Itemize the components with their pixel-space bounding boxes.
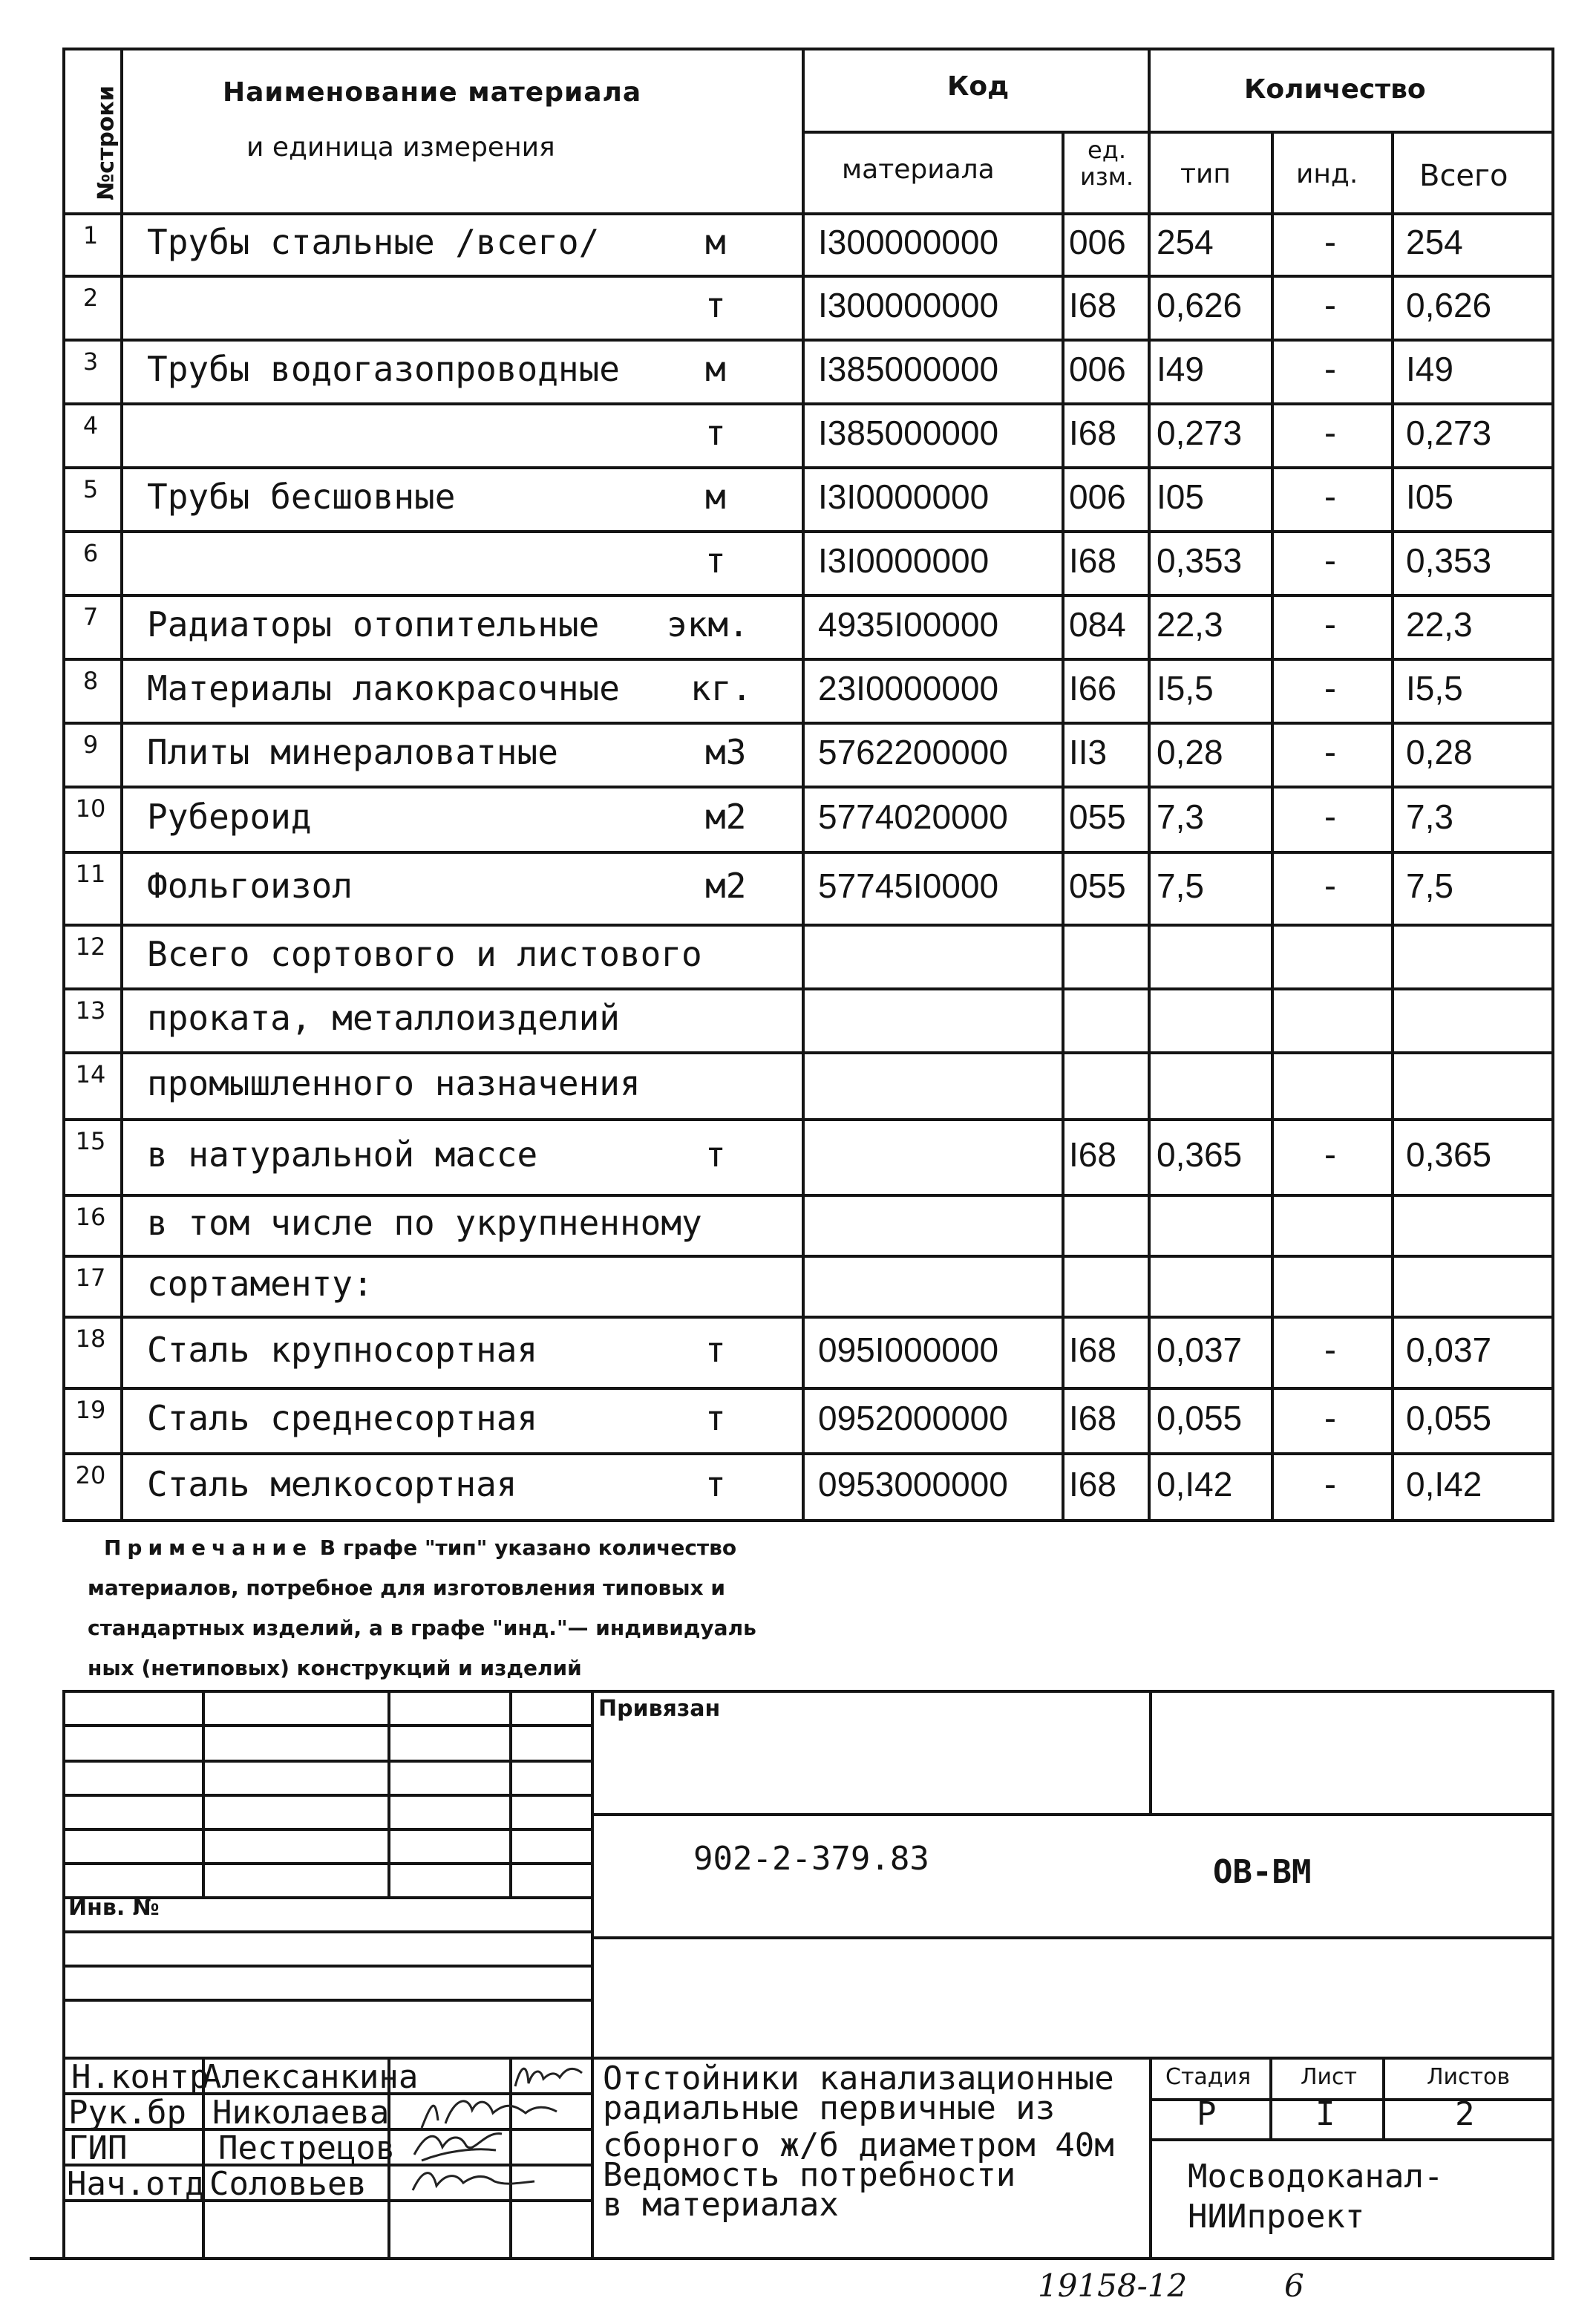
signature-nach-otd: [407, 2161, 540, 2201]
quantity-type: 22,3: [1157, 605, 1223, 644]
row-number: 1: [82, 221, 99, 249]
material-code: I385000000: [818, 414, 999, 452]
material-code: I3I0000000: [818, 541, 990, 580]
quantity-header: Количество: [1244, 74, 1426, 105]
row-number: 12: [75, 933, 106, 961]
quantity-ind: -: [1320, 1134, 1341, 1175]
unit-header: и единица измерения: [246, 132, 555, 163]
unit-code: 006: [1069, 223, 1126, 261]
handwritten-number: 19158-12: [1038, 2267, 1188, 2304]
unit: т: [705, 1134, 726, 1175]
privyazan-label: Привязан: [598, 1696, 721, 1722]
row-number: 9: [82, 731, 99, 759]
unit-code: I68: [1069, 1399, 1116, 1437]
unit: т: [705, 1464, 726, 1504]
quantity-total: 0,055: [1406, 1399, 1492, 1437]
unit-code: 055: [1069, 866, 1126, 905]
quantity-ind: -: [1320, 477, 1341, 517]
quantity-total: 0,273: [1406, 414, 1492, 452]
quantity-total: I05: [1406, 477, 1453, 516]
unit: экм.: [667, 604, 749, 644]
material-code: 4935I00000: [818, 605, 999, 644]
material-code: 0952000000: [818, 1399, 1008, 1437]
unit: м2: [705, 797, 747, 837]
material-code: 57745I0000: [818, 866, 999, 905]
unit-code: I68: [1069, 1330, 1116, 1369]
unit-code: I66: [1069, 669, 1116, 708]
unit-code: 084: [1069, 605, 1126, 644]
material-code: I300000000: [818, 223, 999, 261]
unit: м: [705, 477, 726, 517]
document-code: ОВ-ВМ: [1213, 1853, 1312, 1891]
quantity-type: 0,037: [1157, 1330, 1243, 1369]
unit: м: [705, 222, 726, 262]
material-code: I300000000: [818, 286, 999, 324]
quantity-type: 0,273: [1157, 414, 1243, 452]
quantity-total: 0,353: [1406, 541, 1492, 580]
unit-code: I68: [1069, 541, 1116, 580]
name-n-kontr: Алексанкина: [202, 2058, 419, 2096]
name-ruk-br: Николаева: [212, 2094, 390, 2132]
material-name-header: Наименование материала: [223, 77, 642, 108]
row-number: 17: [75, 1264, 106, 1292]
unit: т: [705, 541, 726, 581]
role-nach-otd: Нач.отд: [67, 2165, 205, 2203]
row-number: 16: [75, 1203, 106, 1231]
quantity-total: I49: [1406, 350, 1453, 388]
unit-code: 006: [1069, 350, 1126, 388]
handwritten-page: 6: [1284, 2267, 1304, 2304]
unit-code: 055: [1069, 797, 1126, 836]
unit: т: [705, 1398, 726, 1438]
sheets-value: 2: [1455, 2095, 1475, 2133]
signature-gip: [407, 2125, 511, 2165]
unit: т: [705, 413, 726, 453]
title-line-4: Ведомость потребности: [603, 2156, 1016, 2194]
quantity-type: 0,365: [1157, 1135, 1243, 1174]
title-line-3: сборного ж/б диаметром 40м: [603, 2126, 1114, 2164]
row-number: 14: [75, 1060, 106, 1088]
quantity-total-header: Всего: [1419, 159, 1508, 193]
quantity-ind: -: [1320, 668, 1341, 708]
quantity-ind-header: инд.: [1296, 159, 1358, 189]
row-number: 6: [82, 539, 99, 567]
quantity-type: 0,353: [1157, 541, 1243, 580]
note-line-2: материалов, потребное для изготовления типовых и: [88, 1576, 725, 1600]
material-name: Сталь среднесортная: [147, 1398, 538, 1438]
quantity-total: 7,3: [1406, 797, 1453, 836]
material-code: 0953000000: [818, 1465, 1008, 1503]
row-number: 3: [82, 347, 99, 376]
material-code: I385000000: [818, 350, 999, 388]
row-number: 7: [82, 603, 99, 631]
unit: т: [705, 1330, 726, 1370]
quantity-type: 7,3: [1157, 797, 1204, 836]
quantity-total: 0,I42: [1406, 1465, 1482, 1503]
role-ruk-br: Рук.бр: [68, 2094, 186, 2132]
quantity-ind: -: [1320, 413, 1341, 453]
name-gip: Пестрецов: [218, 2129, 396, 2167]
organization-line-1: Мосводоканал-: [1188, 2158, 1444, 2195]
quantity-ind: -: [1320, 732, 1341, 772]
quantity-total: 22,3: [1406, 605, 1473, 644]
quantity-type: 7,5: [1157, 866, 1204, 905]
unit-code: I68: [1069, 286, 1116, 324]
unit-code: I68: [1069, 414, 1116, 452]
material-name: в том числе по укрупненному: [147, 1203, 702, 1243]
row-number: 13: [75, 996, 106, 1025]
name-nach-otd: Соловьев: [209, 2165, 367, 2203]
quantity-type: 0,I42: [1157, 1465, 1233, 1503]
stage-value: Р: [1197, 2095, 1217, 2133]
material-code: 5762200000: [818, 733, 1008, 771]
row-number: 4: [82, 411, 99, 440]
title-line-2: радиальные первичные из: [603, 2089, 1056, 2127]
row-number: 20: [75, 1461, 106, 1489]
quantity-ind: -: [1320, 349, 1341, 389]
note-line-4: ных (нетиповых) конструкций и изделий: [88, 1656, 582, 1680]
row-number: 8: [82, 667, 99, 695]
quantity-type: 0,626: [1157, 286, 1243, 324]
quantity-total: I5,5: [1406, 669, 1463, 708]
row-number: 2: [82, 284, 99, 312]
quantity-ind: -: [1320, 285, 1341, 325]
unit-code: I68: [1069, 1135, 1116, 1174]
title-line-1: Отстойники канализационные: [603, 2060, 1114, 2097]
material-name: Сталь мелкосортная: [147, 1464, 517, 1504]
sheets-label: Листов: [1427, 2064, 1511, 2090]
material-code: 23I0000000: [818, 669, 999, 708]
material-name: в натуральной массе: [147, 1134, 538, 1175]
sheet-label: Лист: [1301, 2064, 1358, 2090]
row-number: 15: [75, 1127, 106, 1155]
sheet-value: I: [1315, 2095, 1335, 2133]
row-number: 11: [75, 860, 106, 888]
note-line-3: стандартных изделий, а в графе "инд."— индивидуаль: [88, 1616, 756, 1640]
role-n-kontr: Н.контр: [71, 2058, 209, 2096]
quantity-type: I05: [1157, 477, 1204, 516]
material-name: Плиты минераловатные: [147, 732, 558, 772]
inventory-number-label: Инв. №: [68, 1895, 160, 1921]
quantity-ind: -: [1320, 866, 1341, 906]
quantity-total: 0,626: [1406, 286, 1492, 324]
quantity-ind: -: [1320, 1330, 1341, 1370]
quantity-type: 0,055: [1157, 1399, 1243, 1437]
material-name: проката, металлоизделий: [147, 998, 620, 1038]
row-number: 18: [75, 1325, 106, 1353]
quantity-ind: -: [1320, 1464, 1341, 1504]
note-lead: Примечание: [104, 1535, 313, 1560]
material-code: 5774020000: [818, 797, 1008, 836]
quantity-type: I5,5: [1157, 669, 1214, 708]
unit: м3: [705, 732, 747, 772]
quantity-ind: -: [1320, 1398, 1341, 1438]
material-name: Радиаторы отопительные: [147, 604, 600, 644]
unit: м: [705, 349, 726, 389]
material-name: сортаменту:: [147, 1264, 373, 1304]
organization-line-2: НИИпроект: [1188, 2198, 1365, 2236]
document-number: 902-2-379.83: [693, 1840, 929, 1878]
quantity-ind: -: [1320, 541, 1341, 581]
quantity-ind: -: [1320, 797, 1341, 837]
row-number: 10: [75, 794, 106, 823]
quantity-total: 0,365: [1406, 1135, 1492, 1174]
title-line-5: в материалах: [603, 2186, 839, 2224]
unit: т: [705, 285, 726, 325]
quantity-total: 254: [1406, 223, 1463, 261]
code-unit-header: ед. изм.: [1079, 136, 1134, 191]
quantity-ind: -: [1320, 222, 1341, 262]
material-code: I3I0000000: [818, 477, 990, 516]
stage-label: Стадия: [1165, 2064, 1252, 2090]
row-number: 19: [75, 1396, 106, 1424]
quantity-total: 0,28: [1406, 733, 1473, 771]
quantity-total: 0,037: [1406, 1330, 1492, 1369]
quantity-type: I49: [1157, 350, 1204, 388]
material-name: Материалы лакокрасочные: [147, 668, 620, 708]
unit: кг.: [690, 668, 753, 708]
material-name: Трубы бесшовные: [147, 477, 456, 517]
material-name: Всего сортового и листового: [147, 934, 702, 974]
material-name: Сталь крупносортная: [147, 1330, 538, 1370]
material-name: промышленного назначения: [147, 1063, 641, 1103]
quantity-type-header: тип: [1180, 159, 1231, 189]
material-name: Трубы стальные /всего/: [147, 222, 600, 262]
row-number-header: №строки: [93, 85, 120, 200]
note-line-1: В графе "тип" указано количество: [319, 1535, 737, 1560]
code-header: Код: [947, 71, 1010, 102]
code-material-header: материала: [842, 154, 995, 185]
unit-code: II3: [1069, 733, 1108, 771]
quantity-ind: -: [1320, 604, 1341, 644]
material-name: Трубы водогазопроводные: [147, 349, 620, 389]
quantity-type: 0,28: [1157, 733, 1223, 771]
row-number: 5: [82, 475, 99, 503]
material-name: Рубероид: [147, 797, 312, 837]
material-name: Фольгоизол: [147, 866, 353, 906]
material-code: 095I000000: [818, 1330, 999, 1369]
signature-n-kontr: [511, 2057, 589, 2094]
unit-code: I68: [1069, 1465, 1116, 1503]
role-gip: ГИП: [68, 2129, 128, 2167]
quantity-total: 7,5: [1406, 866, 1453, 905]
unit: м2: [705, 866, 747, 906]
unit-code: 006: [1069, 477, 1126, 516]
quantity-type: 254: [1157, 223, 1214, 261]
